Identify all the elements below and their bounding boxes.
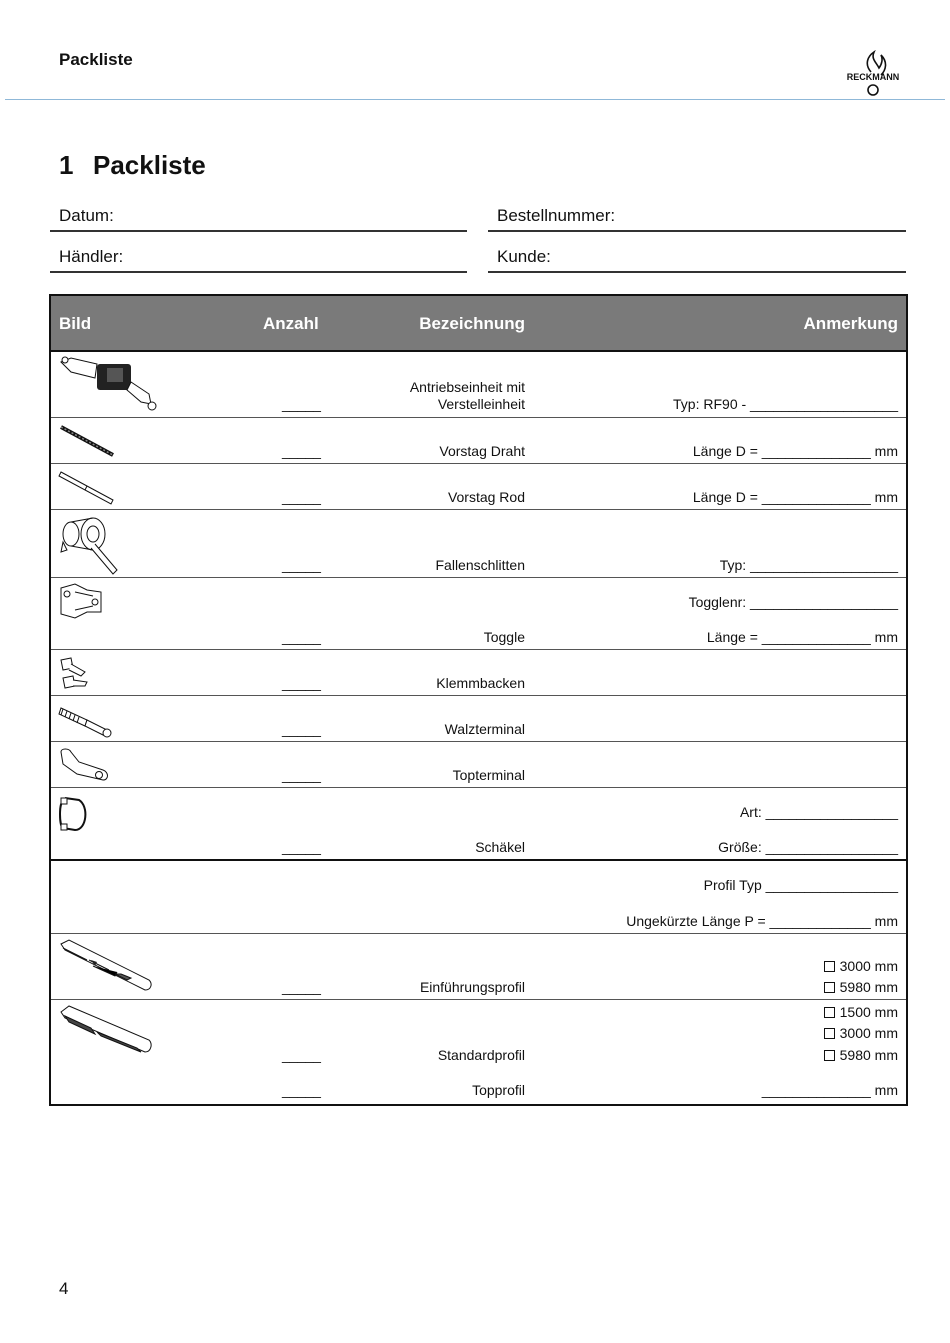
item-name: Schäkel [475, 839, 525, 855]
table-row [51, 350, 906, 418]
quantity-blank[interactable]: _____ [282, 396, 321, 412]
table-row [51, 696, 906, 742]
logo-text: RECKMANN [846, 72, 900, 82]
section-heading [59, 150, 206, 181]
option-3000[interactable] [824, 1025, 898, 1041]
item-name-line2: Verstelleinheit [437, 396, 525, 412]
profile-type-note[interactable]: Profil Typ _________________ [703, 877, 898, 893]
option-label: 3000 mm [839, 1025, 898, 1041]
datum-field[interactable]: Datum: [50, 206, 467, 232]
table-row [51, 788, 906, 861]
quantity-blank[interactable]: _____ [282, 629, 321, 645]
header-bild: Bild [59, 314, 92, 333]
option-5980[interactable] [824, 1047, 898, 1063]
section-title: Packliste [93, 150, 206, 180]
quantity-blank[interactable]: _____ [282, 1082, 321, 1098]
item-name: Vorstag Draht [439, 443, 525, 459]
item-note-size[interactable]: Größe: _________________ [718, 839, 898, 855]
item-note[interactable]: Länge D = ______________ mm [692, 443, 898, 459]
quantity-blank[interactable]: _____ [282, 767, 321, 783]
option-5980[interactable] [824, 979, 898, 995]
item-note-type[interactable]: Art: _________________ [739, 804, 898, 820]
quantity-blank[interactable]: _____ [282, 1047, 321, 1063]
table-row [51, 578, 906, 650]
item-note-toggle-number[interactable]: Togglenr: ___________________ [688, 594, 898, 610]
item-name: Fallenschlitten [435, 557, 525, 573]
item-name-topprofil: Topprofil [472, 1082, 525, 1098]
feeder-profile-icon [57, 938, 157, 998]
top-terminal-icon [57, 746, 117, 786]
toggle-icon [57, 582, 117, 622]
quantity-blank[interactable]: _____ [282, 557, 321, 573]
item-name: Vorstag Rod [447, 489, 525, 505]
quantity-blank[interactable]: _____ [282, 839, 321, 855]
clamp-jaws-icon [57, 654, 97, 694]
checkbox[interactable] [824, 982, 835, 993]
table-row [51, 934, 906, 1000]
item-name: Walzterminal [444, 721, 525, 737]
quantity-blank[interactable]: _____ [282, 721, 321, 737]
item-name-line1: Antriebseinheit mit [409, 379, 525, 395]
item-note[interactable]: Typ: RF90 - ___________________ [673, 396, 898, 412]
drive-unit-icon [57, 354, 157, 416]
quantity-blank[interactable]: _____ [282, 675, 321, 691]
table-row [51, 510, 906, 578]
header-divider [5, 99, 945, 100]
item-name: Topterminal [452, 767, 525, 783]
rod-forestay-icon [57, 468, 117, 508]
header-anmerkung: Anmerkung [803, 314, 898, 333]
item-note-length[interactable]: Länge = ______________ mm [706, 629, 898, 645]
quantity-blank[interactable]: _____ [282, 443, 321, 459]
kunde-field[interactable]: Kunde: [488, 247, 906, 273]
swage-terminal-icon [57, 700, 117, 740]
quantity-blank[interactable]: _____ [282, 979, 321, 995]
checkbox[interactable] [824, 1050, 835, 1061]
table-row [51, 1000, 906, 1104]
table-row [51, 464, 906, 510]
standard-profile-icon [57, 1004, 157, 1068]
table-row [51, 861, 906, 934]
quantity-blank[interactable]: _____ [282, 489, 321, 505]
option-label: 5980 mm [839, 979, 898, 995]
page-number: 4 [59, 1279, 69, 1298]
item-name: Klemmbacken [436, 675, 525, 691]
header-bezeichnung: Bezeichnung [419, 314, 525, 333]
pack-list-table [49, 294, 908, 1106]
header-anzahl: Anzahl [263, 314, 319, 333]
checkbox[interactable] [824, 1028, 835, 1039]
bestellnummer-field[interactable]: Bestellnummer: [488, 206, 906, 232]
wire-forestay-icon [57, 422, 117, 462]
option-label: 5980 mm [839, 1047, 898, 1063]
reckmann-logo [838, 50, 908, 98]
profile-length-note[interactable]: Ungekürzte Länge P = _____________ mm [626, 913, 898, 929]
checkbox[interactable] [824, 961, 835, 972]
section-number: 1 [59, 150, 74, 180]
option-label: 3000 mm [839, 958, 898, 974]
halyard-swivel-icon [57, 514, 127, 578]
table-header-row [51, 296, 906, 352]
option-3000[interactable] [824, 958, 898, 974]
item-name: Standardprofil [437, 1047, 525, 1063]
checkbox[interactable] [824, 1007, 835, 1018]
item-note[interactable]: Länge D = ______________ mm [692, 489, 898, 505]
item-note[interactable]: ______________ mm [761, 1082, 898, 1098]
option-1500[interactable] [824, 1004, 898, 1020]
table-row [51, 650, 906, 696]
table-row [51, 742, 906, 788]
table-row [51, 418, 906, 464]
option-label: 1500 mm [839, 1004, 898, 1020]
haendler-field[interactable]: Händler: [50, 247, 467, 273]
item-name: Toggle [483, 629, 525, 645]
item-note[interactable]: Typ: ___________________ [719, 557, 898, 573]
item-name: Einführungsprofil [419, 979, 525, 995]
shackle-icon [57, 792, 97, 840]
running-header-title: Packliste [59, 50, 133, 69]
